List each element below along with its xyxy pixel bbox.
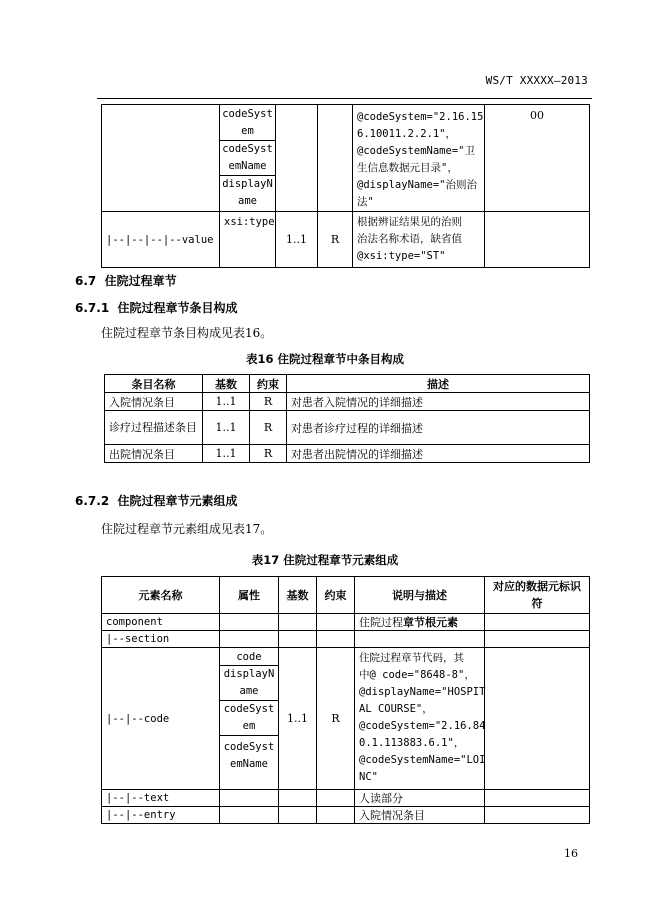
empty-name-cell — [102, 105, 220, 212]
header-rule — [97, 98, 592, 99]
desc-line: 根据辨证结果见的治则 — [357, 216, 462, 228]
table17-header: 属性 — [220, 577, 279, 614]
row-name: 诊疗过程描述条目 — [105, 411, 203, 445]
desc-line: @codeSystemName="LOI — [359, 754, 486, 766]
value-card: 1..1 — [276, 212, 318, 268]
table-row — [102, 807, 590, 824]
empty-cell — [485, 614, 590, 631]
table17-header: 基数 — [279, 577, 317, 614]
row-cons: R — [250, 445, 287, 463]
row-desc: 对患者出院情况的详细描述 — [287, 445, 590, 463]
section-number: 6.7 — [75, 274, 97, 288]
desc-part: 住院过程 — [359, 616, 403, 629]
value-element-name: |--|--|--|--value — [102, 212, 220, 268]
value-attr: xsi:type — [220, 212, 276, 268]
section-number: 6.7.2 — [75, 494, 110, 508]
component-desc — [355, 614, 485, 631]
page-number: 16 — [564, 847, 578, 860]
empty-cons-cell — [318, 105, 353, 212]
desc-line: 中@ code="8648-8"， — [359, 669, 475, 681]
text-desc: 人读部分 — [355, 790, 485, 807]
empty-cell — [317, 631, 355, 648]
code-card: 1..1 — [279, 648, 317, 790]
paragraph-intro-16: 住院过程章节条目构成见表16。 — [101, 326, 273, 340]
desc-line: 法" — [357, 196, 374, 208]
section-heading-6-7-2 — [75, 492, 238, 509]
desc-line: 生信息数据元目录"， — [357, 162, 458, 174]
empty-cell — [317, 614, 355, 631]
code-cons: R — [317, 648, 355, 790]
section-name: |--section — [102, 631, 220, 648]
table-row — [105, 393, 590, 411]
empty-cell — [220, 614, 279, 631]
section-title: 住院过程章节元素组成 — [117, 494, 238, 508]
desc-line: AL COURSE"， — [359, 703, 433, 715]
entry-desc: 入院情况条目 — [355, 807, 485, 824]
desc-line: @displayName="HOSPIT — [359, 686, 486, 698]
empty-cell — [279, 790, 317, 807]
table-row — [102, 648, 590, 790]
table16 — [104, 374, 590, 463]
entry-name: |--|--entry — [102, 807, 220, 824]
desc-cell — [353, 105, 485, 212]
table-row — [105, 445, 590, 463]
desc-line: @xsi:type="ST" — [357, 250, 446, 262]
table17-header: 元素名称 — [102, 577, 220, 614]
table16-header: 描述 — [287, 375, 590, 393]
row-name: 出院情况条目 — [105, 445, 203, 463]
row-cons: R — [250, 393, 287, 411]
empty-cell — [355, 631, 485, 648]
continued-table — [101, 104, 590, 268]
value-cons: R — [318, 212, 353, 268]
code-name: |--|--code — [102, 648, 220, 790]
empty-cell — [279, 807, 317, 824]
document-code: WS/T XXXXX—2013 — [485, 74, 588, 87]
section-heading-6-7-1 — [75, 299, 238, 316]
empty-cell — [220, 807, 279, 824]
row-desc: 对患者入院情况的详细描述 — [287, 393, 590, 411]
table-row — [102, 614, 590, 631]
attr-code: code — [220, 648, 278, 666]
text-name: |--|--text — [102, 790, 220, 807]
desc-line: @codeSystem="2.16.84 — [359, 720, 486, 732]
desc-part-bold: 章节根元素 — [403, 616, 458, 629]
attr-displayname: displayN ame — [220, 666, 278, 701]
empty-cell — [220, 631, 279, 648]
desc-line: 治法名称术语，缺省值 — [357, 233, 462, 245]
component-name: component — [102, 614, 220, 631]
table-row — [102, 790, 590, 807]
desc-line: @codeSystemName="卫 — [357, 145, 475, 157]
empty-cell — [220, 790, 279, 807]
paragraph-intro-17: 住院过程章节元素组成见表17。 — [101, 522, 273, 536]
desc-line: 住院过程章节代码，其 — [359, 652, 464, 664]
table17-header: 说明与描述 — [355, 577, 485, 614]
attr-codesystem: codeSyst em — [220, 106, 275, 141]
empty-cell — [485, 648, 590, 790]
empty-card-cell — [276, 105, 318, 212]
attr-stack-cell — [220, 105, 276, 212]
value-desc — [353, 212, 485, 268]
empty-cell — [485, 807, 590, 824]
desc-line: 0.1.113883.6.1"， — [359, 737, 465, 749]
section-title: 住院过程章节 — [104, 274, 177, 288]
empty-cell — [317, 790, 355, 807]
table16-header: 条目名称 — [105, 375, 203, 393]
table16-header: 基数 — [203, 375, 250, 393]
row-cons: R — [250, 411, 287, 445]
empty-cell — [485, 631, 590, 648]
row-card: 1..1 — [203, 393, 250, 411]
row-card: 1..1 — [203, 411, 250, 445]
section-number: 6.7.1 — [75, 301, 110, 315]
attr-displayname: displayN ame — [222, 178, 273, 207]
desc-line: NC" — [359, 771, 378, 783]
desc-line: 6.10011.2.2.1"， — [357, 128, 457, 140]
code-attr-stack — [220, 648, 279, 790]
attr-codesystemname: codeSyst emName — [223, 741, 275, 770]
table-row — [105, 411, 590, 445]
table17-caption: 表17 住院过程章节元素组成 — [251, 553, 399, 567]
row-desc: 对患者诊疗过程的详细描述 — [287, 411, 590, 445]
empty-cell — [317, 807, 355, 824]
section-title: 住院过程章节条目构成 — [117, 301, 238, 315]
row-card: 1..1 — [203, 445, 250, 463]
table17-header: 对应的数据元标识符 — [485, 577, 590, 614]
desc-line: @displayName="治则治 — [357, 179, 478, 191]
desc-line: @codeSystem="2.16.15 — [357, 111, 484, 123]
empty-cell — [279, 614, 317, 631]
identifier-cell: 00 — [485, 105, 590, 212]
table16-caption: 表16 住院过程章节中条目构成 — [245, 352, 404, 366]
table17-header: 约束 — [317, 577, 355, 614]
row-name: 入院情况条目 — [105, 393, 203, 411]
table-row — [102, 631, 590, 648]
empty-cell — [485, 790, 590, 807]
table16-header: 约束 — [250, 375, 287, 393]
empty-cell — [279, 631, 317, 648]
section-heading-6-7 — [75, 272, 177, 289]
code-desc — [355, 648, 485, 790]
attr-codesystemname: codeSyst emName — [220, 141, 275, 176]
table17 — [101, 576, 590, 824]
attr-codesystem: codeSyst em — [220, 701, 278, 736]
value-identifier — [485, 212, 590, 268]
